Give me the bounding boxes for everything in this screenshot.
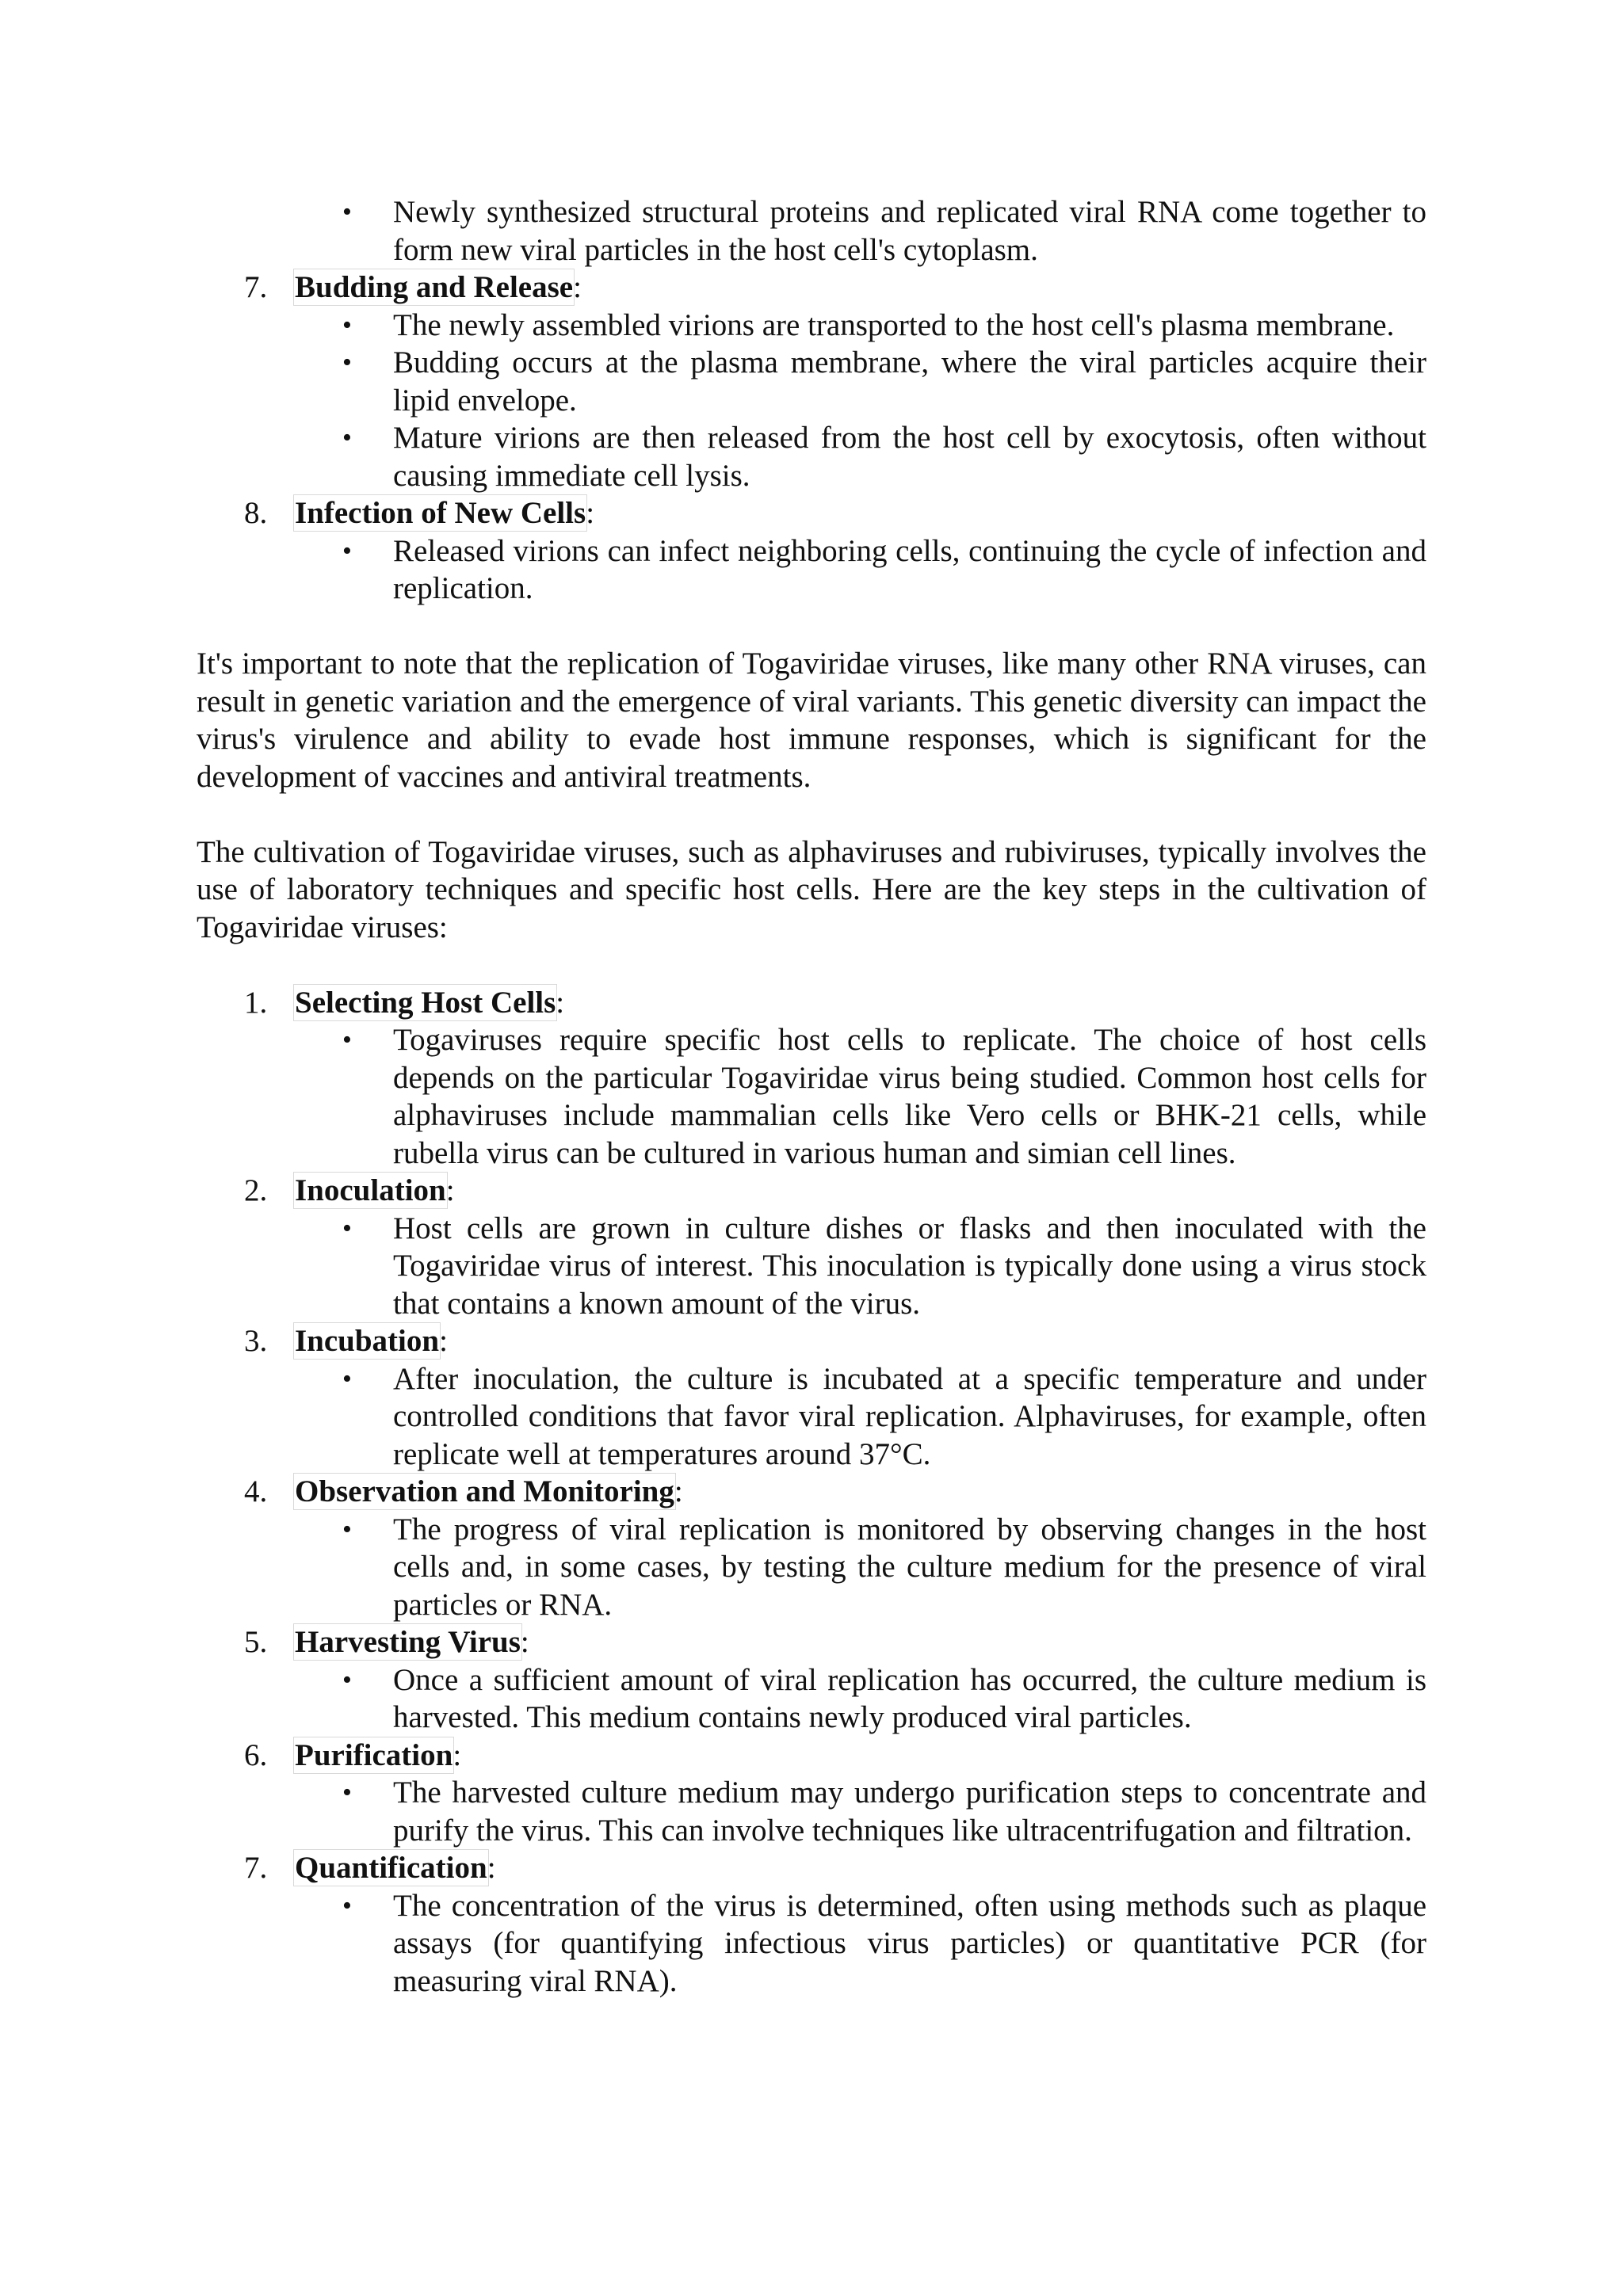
bullet-item: • The newly assembled virions are transported to the host cell's plasma membrane. <box>295 307 1426 345</box>
step-title-colon: : <box>445 1173 455 1207</box>
step-item <box>197 1172 1426 1322</box>
paragraph-cultivation-intro: The cultivation of Togaviridae viruses, such as alphaviruses and rubiviruses, typically involves the use of laboratory techniques and specific host cells. Here are the key steps in the cultivation of Togaviridae viruses: <box>197 834 1426 944</box>
step-heading <box>295 1473 683 1511</box>
step-title-colon: : <box>556 985 565 1020</box>
step-title-colon: : <box>487 1851 496 1885</box>
paragraph-spacer <box>197 608 1426 646</box>
step-title: Harvesting Virus <box>295 1625 521 1659</box>
paragraph-spacer <box>197 946 1426 984</box>
step-number: 5. <box>244 1625 268 1659</box>
step-heading <box>295 1623 529 1661</box>
step-item <box>197 494 1426 608</box>
step-title: Purification <box>295 1737 453 1772</box>
step-title: Selecting Host Cells <box>295 985 556 1020</box>
step-number: 7. <box>244 1851 268 1885</box>
bullet-item: • After inoculation, the culture is incubated at a specific temperature and under controlled conditions that favor viral replication. Alphaviruses, for example, often replicate well at temperatures around 37°C. <box>295 1360 1426 1474</box>
step-title: Budding and Release <box>295 270 574 304</box>
step-number: 8. <box>244 496 268 530</box>
step-title-colon: : <box>520 1625 529 1659</box>
step-bullets <box>295 1774 1426 1849</box>
step-bullets <box>295 1887 1426 2000</box>
step-number: 6. <box>244 1737 268 1772</box>
step-title-colon: : <box>453 1737 462 1772</box>
step-title: Inoculation <box>295 1173 446 1207</box>
step-heading <box>295 1172 455 1210</box>
step-title: Quantification <box>295 1851 487 1885</box>
bullet-item: • Togaviruses require specific host cells to replicate. The choice of host cells depends on the particular Togaviridae virus being studied. Common host cells for alphaviruses include mammalian cells like Vero cells or BHK-21 cells, while rubella virus can be cultured in various human and simian cell lines. <box>295 1021 1426 1172</box>
bullet-item: • The harvested culture medium may undergo purification steps to concentrate and purify the virus. This can involve techniques like ultracentrifugation and filtration. <box>295 1774 1426 1849</box>
step-heading <box>295 269 582 307</box>
step-heading <box>295 984 564 1022</box>
paragraph-spacer <box>197 795 1426 833</box>
bullet-item: • Budding occurs at the plasma membrane, where the viral particles acquire their lipid envelope. <box>295 344 1426 419</box>
bullet-item: • Newly synthesized structural proteins and replicated viral RNA come together to form new viral particles in the host cell's cytoplasm. <box>197 193 1426 269</box>
bullet-item: • The concentration of the virus is determined, often using methods such as plaque assays (for quantifying infectious virus particles) or quantitative PCR (for measuring viral RNA). <box>295 1887 1426 2000</box>
continued-bullet-list <box>197 193 1426 269</box>
cultivation-steps-list <box>197 984 1426 2000</box>
step-title: Incubation <box>295 1324 440 1358</box>
step-bullets <box>295 1511 1426 1624</box>
step-title-colon: : <box>573 270 582 304</box>
step-item <box>197 1322 1426 1473</box>
step-item <box>197 269 1426 494</box>
bullet-item: • The progress of viral replication is monitored by observing changes in the host cells and, in some cases, by testing the culture medium for the presence of viral particles or RNA. <box>295 1511 1426 1624</box>
step-item <box>197 1473 1426 1623</box>
step-title-colon: : <box>586 496 595 530</box>
paragraph-genetic-variation: It's important to note that the replication of Togaviridae viruses, like many other RNA viruses, can result in genetic variation and the emergence of viral variants. This genetic diversity can impact the virus's virulence and ability to evade host immune responses, which is significant for the development of vaccines and antiviral treatments. <box>197 646 1426 794</box>
step-bullets <box>295 1661 1426 1737</box>
step-item <box>197 984 1426 1173</box>
replication-steps-list <box>197 269 1426 608</box>
step-item <box>197 1623 1426 1737</box>
step-title-colon: : <box>439 1324 448 1358</box>
bullet-item: • Host cells are grown in culture dishes or flasks and then inoculated with the Togaviridae virus of interest. This inoculation is typically done using a virus stock that contains a known amount of the virus. <box>295 1210 1426 1323</box>
step-heading <box>295 1322 448 1360</box>
step-title-colon: : <box>674 1474 683 1508</box>
step-item <box>197 1849 1426 2000</box>
step-bullets <box>295 532 1426 608</box>
step-bullets <box>295 1360 1426 1474</box>
step-heading <box>295 1737 461 1775</box>
step-bullets <box>295 307 1426 495</box>
step-item <box>197 1737 1426 1850</box>
step-number: 7. <box>244 270 268 304</box>
step-bullets <box>295 1021 1426 1172</box>
document-body <box>197 193 1426 2000</box>
step-heading <box>295 494 594 532</box>
step-number: 2. <box>244 1173 268 1207</box>
bullet-item: • Released virions can infect neighboring cells, continuing the cycle of infection and replication. <box>295 532 1426 608</box>
step-bullets <box>295 1210 1426 1323</box>
step-heading <box>295 1849 496 1887</box>
bullet-item: • Once a sufficient amount of viral replication has occurred, the culture medium is harvested. This medium contains newly produced viral particles. <box>295 1661 1426 1737</box>
step-number: 1. <box>244 985 268 1020</box>
step-title: Infection of New Cells <box>295 496 586 530</box>
step-number: 4. <box>244 1474 268 1508</box>
bullet-item: • Mature virions are then released from the host cell by exocytosis, often without causing immediate cell lysis. <box>295 419 1426 494</box>
step-title: Observation and Monitoring <box>295 1474 674 1508</box>
step-number: 3. <box>244 1324 268 1358</box>
